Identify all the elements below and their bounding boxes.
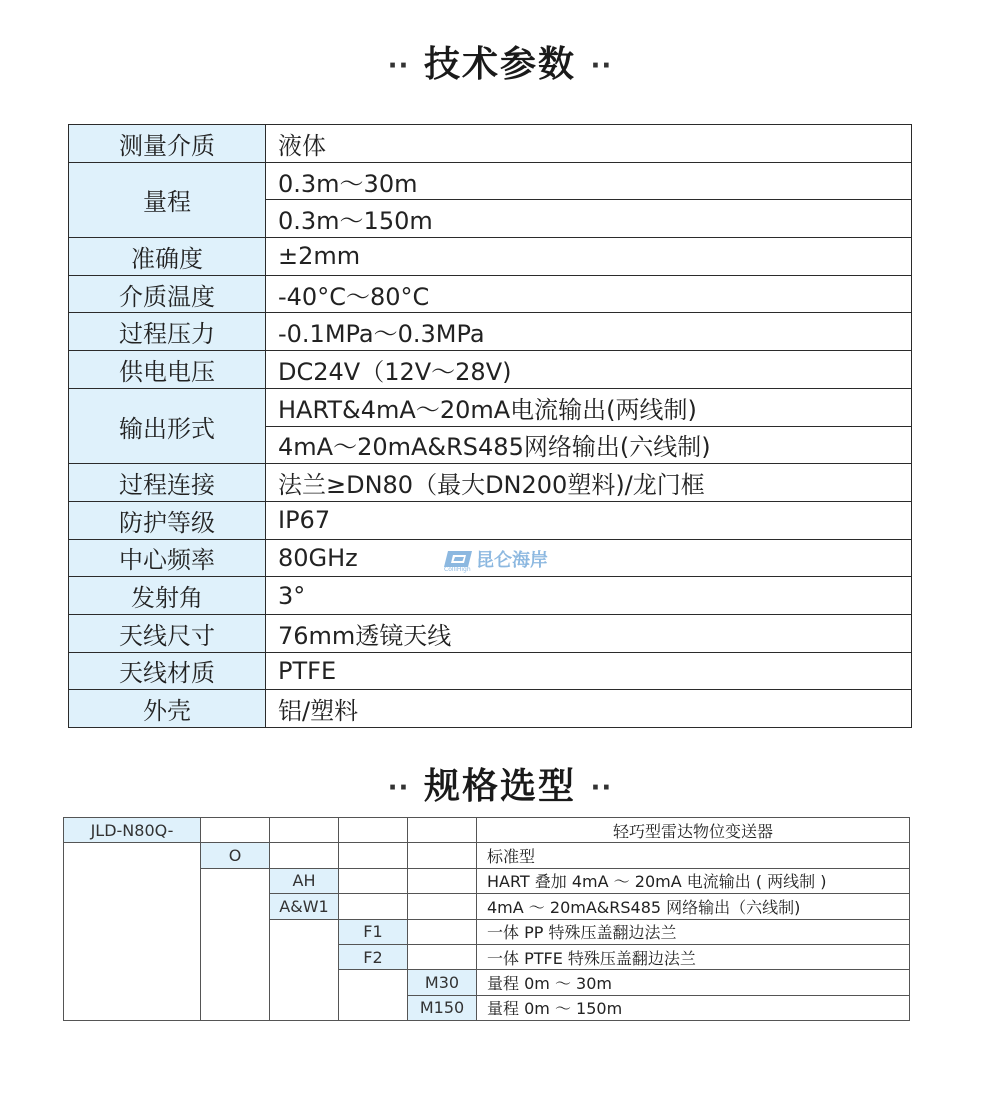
- param-value: PTFE: [266, 652, 912, 690]
- tech-params-title: [0, 36, 1000, 87]
- title-dots-right: ··: [590, 51, 613, 81]
- param-label: 天线材质: [69, 652, 266, 690]
- title-dots-right: ··: [590, 773, 613, 803]
- option-code: AH: [270, 868, 339, 893]
- option-desc: 4mA ～ 20mA&RS485 网络输出（六线制): [477, 894, 910, 919]
- watermark-logo: [444, 546, 548, 572]
- param-label: 介质温度: [69, 275, 266, 313]
- param-value: 76mm透镜天线: [266, 614, 912, 652]
- param-label: 过程连接: [69, 464, 266, 502]
- param-label: 防护等级: [69, 501, 266, 539]
- table-row: [64, 818, 910, 843]
- option-code: A&W1: [270, 894, 339, 919]
- param-label: 中心频率: [69, 539, 266, 577]
- option-desc: 一体 PP 特殊压盖翻边法兰: [477, 919, 910, 944]
- tech-params-table: [68, 124, 912, 728]
- param-value: DC24V（12V～28V): [266, 351, 912, 389]
- table-row: [69, 501, 912, 539]
- param-label: 外壳: [69, 690, 266, 728]
- table-row: [69, 351, 912, 389]
- model-selection-table: [63, 817, 910, 1021]
- table-row: [69, 238, 912, 276]
- table-row: [64, 843, 910, 868]
- tech-params-title-text: 技术参数: [423, 44, 576, 85]
- param-value: HART&4mA～20mA电流输出(两线制): [266, 388, 912, 426]
- param-value: -40°C～80°C: [266, 275, 912, 313]
- param-value: 80GHz: [266, 539, 912, 577]
- title-dots-left: ··: [387, 51, 410, 81]
- option-desc: 量程 0m ～ 30m: [477, 970, 910, 995]
- option-desc: 量程 0m ～ 150m: [477, 995, 910, 1020]
- param-label: 准确度: [69, 238, 266, 276]
- param-value: 铝/塑料: [266, 690, 912, 728]
- param-value: -0.1MPa～0.3MPa: [266, 313, 912, 351]
- param-label: 过程压力: [69, 313, 266, 351]
- option-code: F2: [339, 944, 408, 969]
- param-value: ±2mm: [266, 238, 912, 276]
- param-label: 测量介质: [69, 125, 266, 163]
- param-label: 量程: [69, 162, 266, 237]
- option-desc: 一体 PTFE 特殊压盖翻边法兰: [477, 944, 910, 969]
- model-selection-title-text: 规格选型: [423, 766, 576, 807]
- model-header-desc: 轻巧型雷达物位变送器: [477, 818, 910, 843]
- table-row: [69, 162, 912, 200]
- param-label: 输出形式: [69, 388, 266, 463]
- param-value: 4mA～20mA&RS485网络输出(六线制): [266, 426, 912, 464]
- option-code: F1: [339, 919, 408, 944]
- option-desc: HART 叠加 4mA ～ 20mA 电流输出 ( 两线制 ): [477, 868, 910, 893]
- param-value: 液体: [266, 125, 912, 163]
- param-value: 0.3m～30m: [266, 162, 912, 200]
- param-label: 天线尺寸: [69, 614, 266, 652]
- table-row: [69, 690, 912, 728]
- table-row: [69, 464, 912, 502]
- param-value: IP67: [266, 501, 912, 539]
- table-row: [69, 652, 912, 690]
- table-row: [69, 614, 912, 652]
- param-value: 法兰≥DN80（最大DN200塑料)/龙门框: [266, 464, 912, 502]
- model-selection-title: [0, 758, 1000, 809]
- table-row: [69, 313, 912, 351]
- option-code: M150: [408, 995, 477, 1020]
- watermark-subtext: ColliHigh: [444, 566, 471, 573]
- param-value: 3°: [266, 577, 912, 615]
- param-label: 发射角: [69, 577, 266, 615]
- table-row: [69, 388, 912, 426]
- model-prefix-cell: JLD-N80Q-: [64, 818, 201, 843]
- table-row: [69, 577, 912, 615]
- table-row: [69, 125, 912, 163]
- param-label: 供电电压: [69, 351, 266, 389]
- option-desc: 标准型: [477, 843, 910, 868]
- watermark-text: 昆仑海岸: [476, 550, 548, 571]
- param-value: 0.3m～150m: [266, 200, 912, 238]
- title-dots-left: ··: [387, 773, 410, 803]
- option-code: M30: [408, 970, 477, 995]
- option-code: O: [201, 843, 270, 868]
- table-row: [69, 275, 912, 313]
